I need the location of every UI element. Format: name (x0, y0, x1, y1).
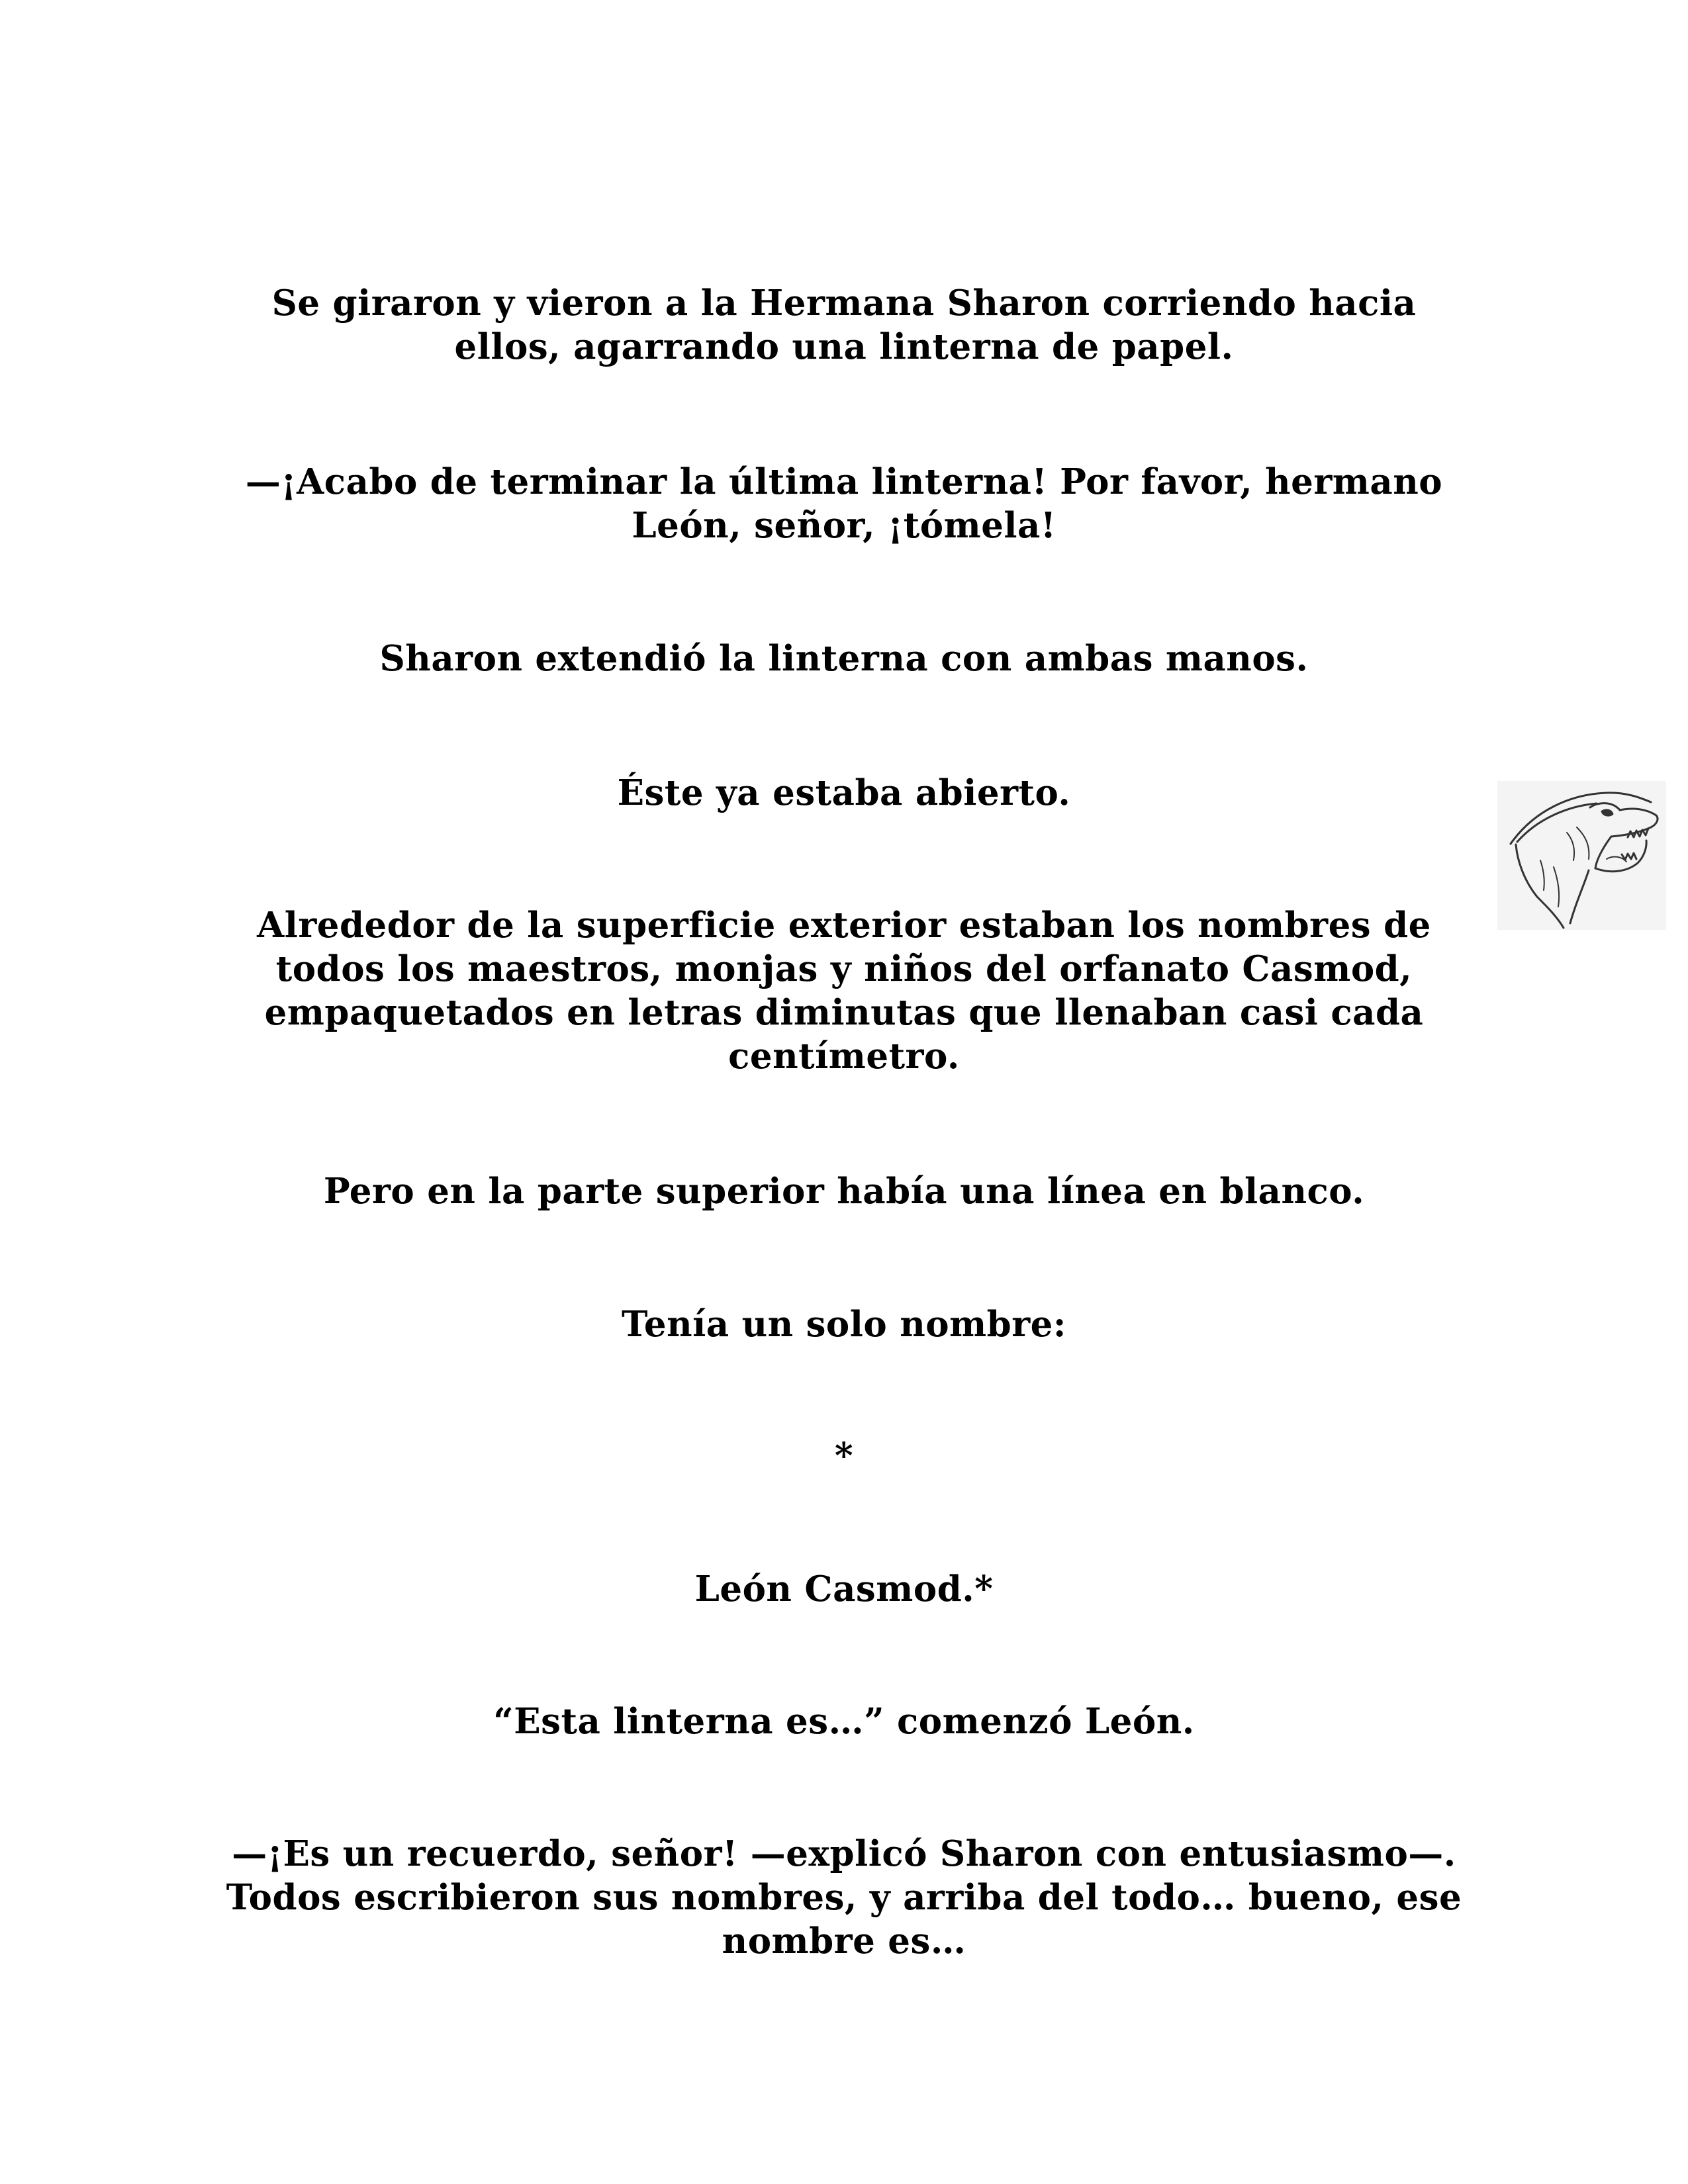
paragraph-souvenir: —¡Es un recuerdo, señor! —explicó Sharon con entusiasmo—. Todos escribieron sus nombres, y arriba del todo… bueno, ese nombre es… (226, 1833, 1462, 1962)
paragraph-last-lantern: —¡Acabo de terminar la última linterna! Por favor, hermano León, señor, ¡tómela! (245, 461, 1443, 546)
paragraph-this-lantern: “Esta linterna es…” comenzó León. (493, 1701, 1195, 1742)
paragraph-blank-line: Pero en la parte superior había una línea en blanco. (323, 1171, 1365, 1212)
paragraph-asterisk: * (834, 1435, 854, 1477)
paragraph-single-name: Tenía un solo nombre: (622, 1304, 1066, 1345)
dinosaur-head-sketch-icon (1497, 781, 1666, 930)
paragraph-names-on-surface: Alrededor de la superficie exterior estaban los nombres de todos los maestros, monjas y niños del orfanato Casmod, empaquetados en letras diminutas que llenaban casi cada centímetro. (257, 905, 1431, 1077)
paragraph-leon-casmod: León Casmod.* (694, 1569, 994, 1610)
paragraph-sharon-extends-lantern: Sharon extendió la linterna con ambas manos. (379, 638, 1309, 679)
paragraph-sister-sharon-running: Se giraron y vieron a la Hermana Sharon corriendo hacia ellos, agarrando una linterna de papel. (271, 283, 1417, 367)
paragraph-already-open: Éste ya estaba abierto. (617, 772, 1071, 813)
